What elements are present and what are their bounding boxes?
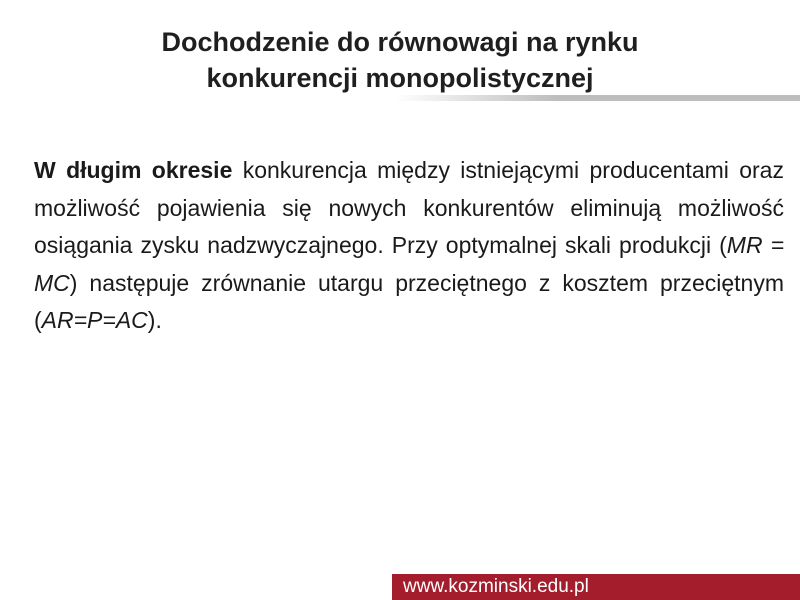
formula-mr-mc: MR = MC xyxy=(34,232,785,296)
paragraph-text-2: ) następuje zrównanie utargu przeciętnego z kosztem przeciętnym ( xyxy=(34,269,784,333)
slide-title-line-2: konkurencji monopolistycznej xyxy=(206,63,594,93)
slide-title-line-1: Dochodzenie do równowagi na rynku xyxy=(161,27,639,57)
bold-lead-text: W długim okresie xyxy=(34,157,233,183)
body-paragraph xyxy=(34,152,784,340)
title-underline-rule xyxy=(395,95,800,101)
slide-title xyxy=(100,24,700,96)
paragraph-text-1: konkurencja między istniejącymi producentami oraz możliwość pojawienia się nowych konkurentów eliminują możliwość osiągania zysku nadzwyczajnego. Przy optymalnej skali produkcji ( xyxy=(34,157,784,258)
footer-url: www.kozminski.edu.pl xyxy=(403,576,589,597)
formula-ar-p-ac: AR=P=AC xyxy=(41,307,148,333)
paragraph-text-3: ). xyxy=(147,307,162,333)
